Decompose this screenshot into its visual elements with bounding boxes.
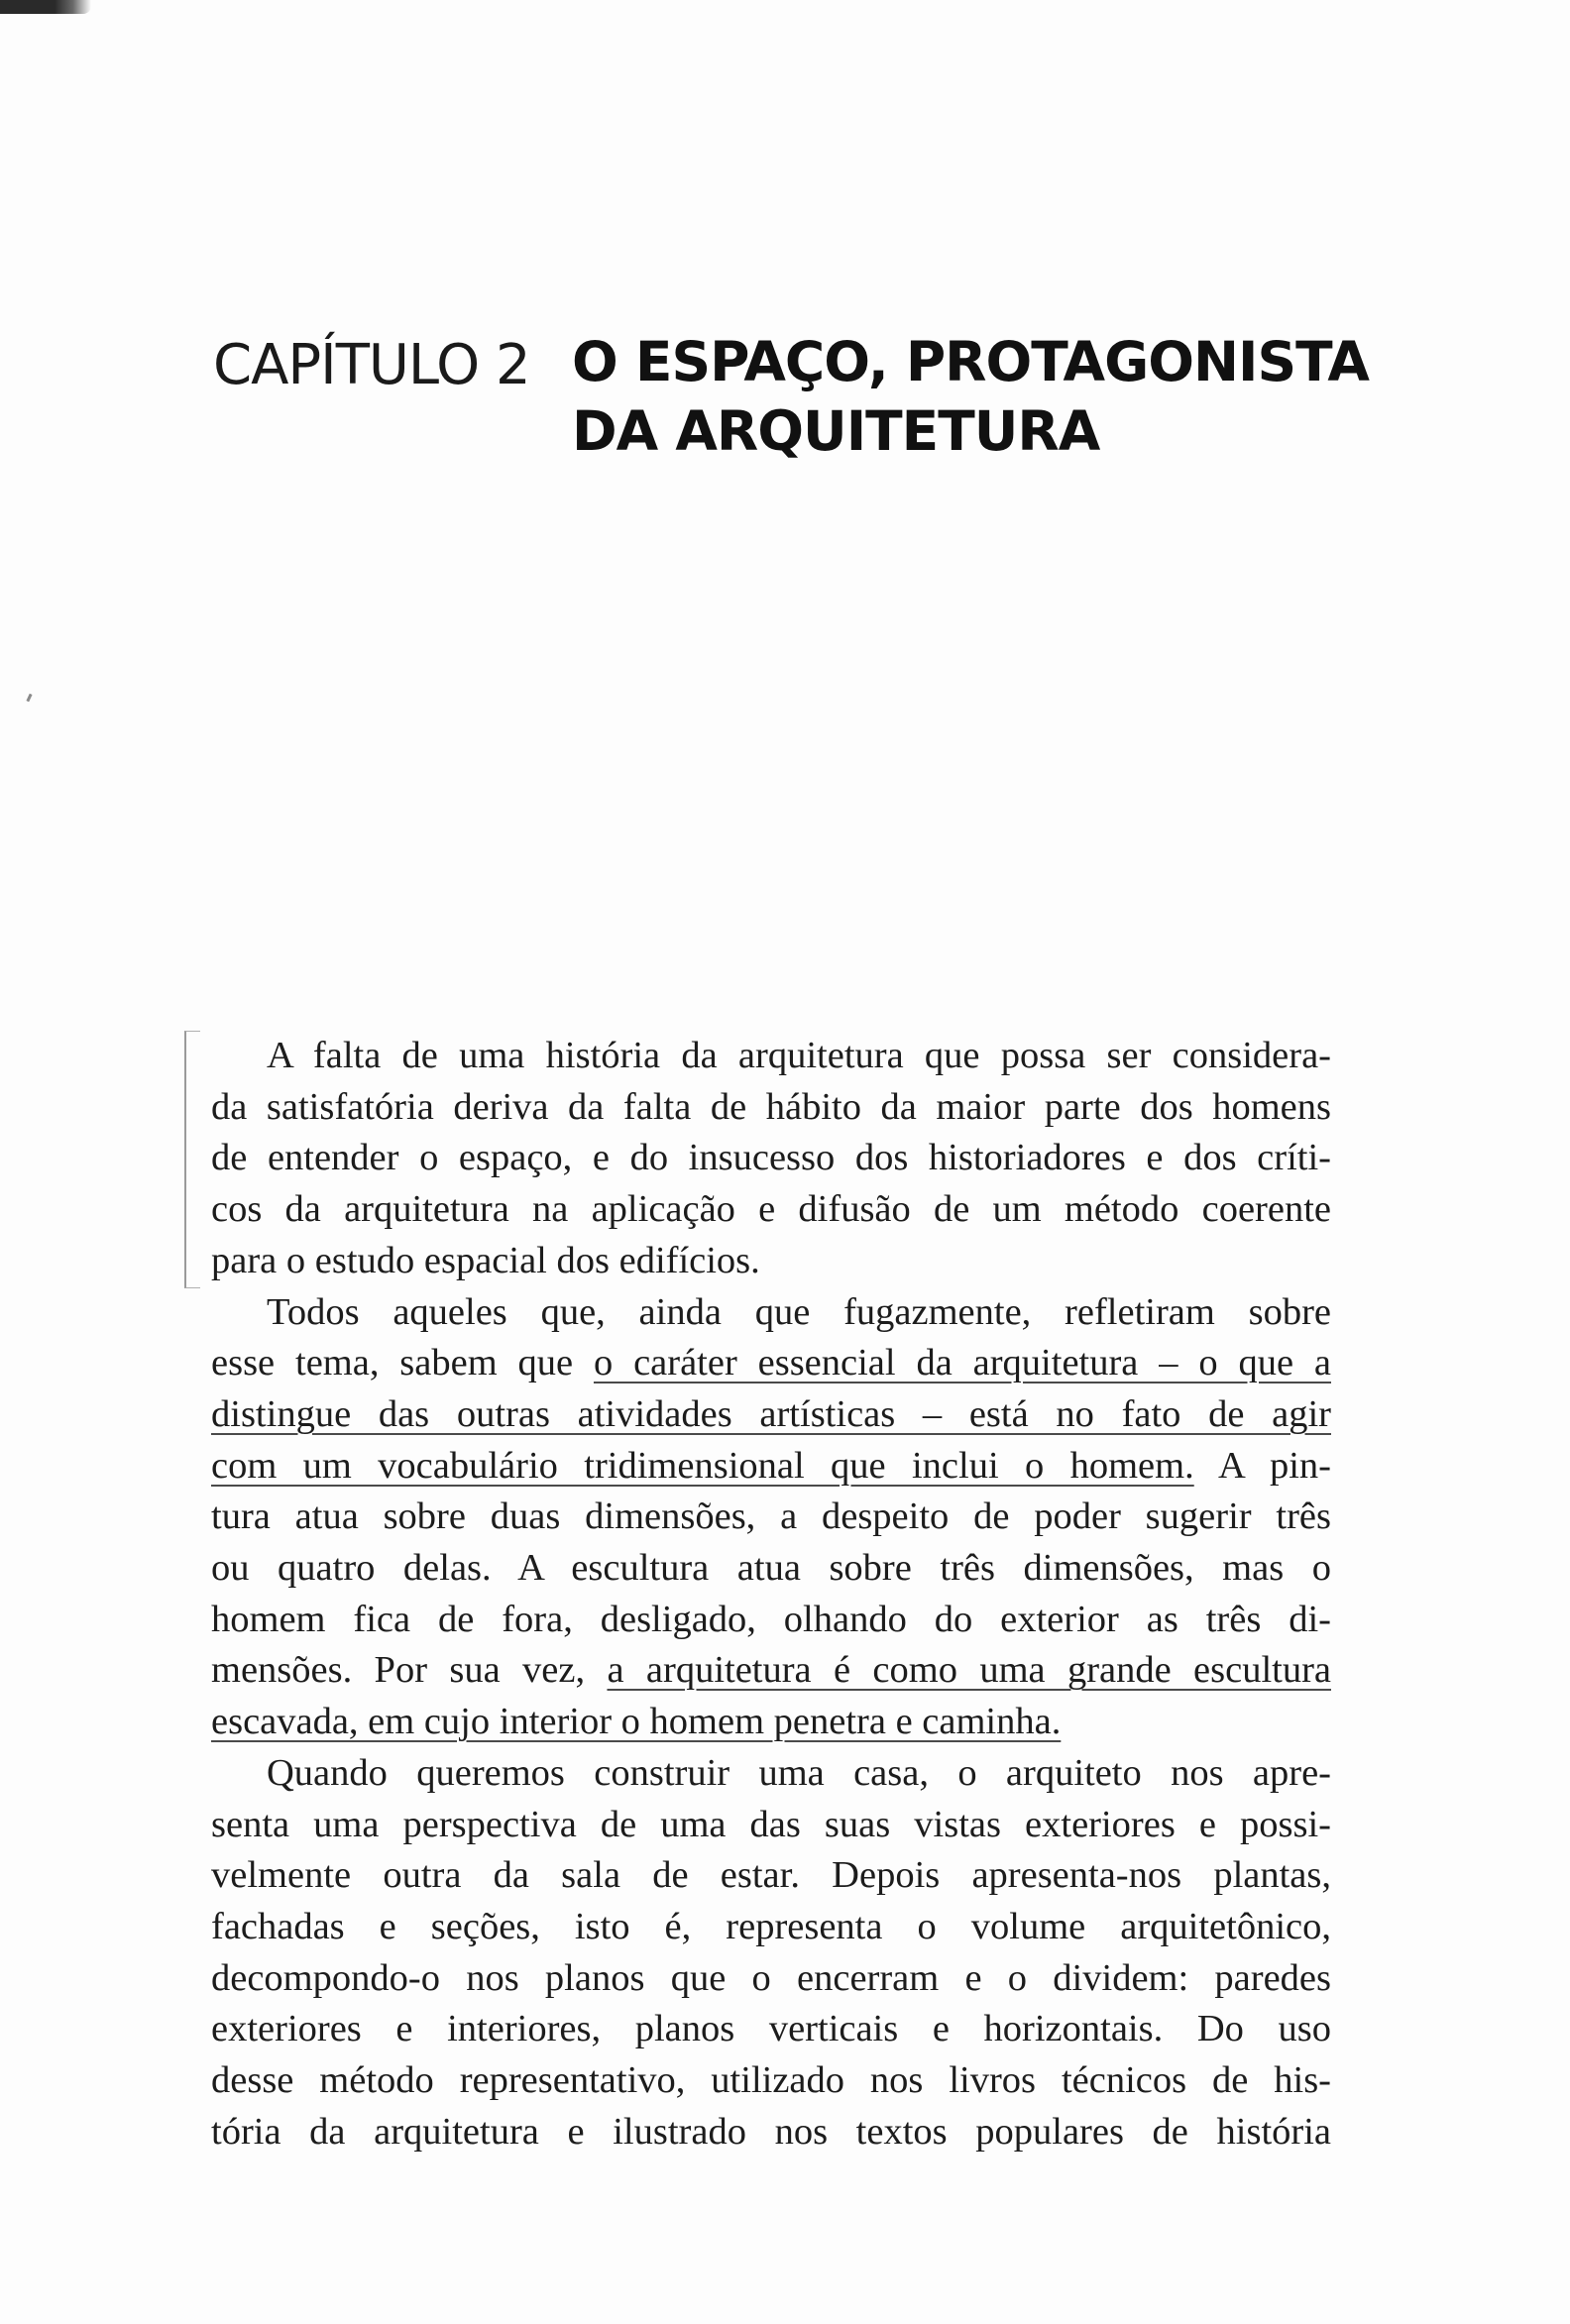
- margin-bracket-annotation: [184, 1031, 200, 1288]
- scan-corner-mark: [0, 0, 91, 14]
- underlined-passage: distingue das outras atividades artísticas – está no fato de agir: [211, 1392, 1331, 1435]
- text-line: cos da arquitetura na aplicação e difusão de um método coerente: [211, 1188, 1331, 1231]
- underlined-passage: escavada, em cujo interior o homem penetra e caminha.: [211, 1701, 1062, 1743]
- text-line: decompondo-o nos planos que o encerram e o dividem: paredes: [211, 1956, 1331, 1999]
- chapter-title: [572, 327, 1369, 466]
- text-line: velmente outra da sala de estar. Depois apresenta-nos plantas,: [211, 1854, 1331, 1897]
- text-line: [211, 1697, 1331, 1748]
- stray-pen-mark: [26, 694, 32, 703]
- text-line: [211, 1338, 1331, 1389]
- text-line: fachadas e seções, isto é, representa o volume arquitetônico,: [211, 1905, 1331, 1947]
- text-line: Quando queremos construir uma casa, o arquiteto nos apre-: [267, 1751, 1331, 1794]
- chapter-heading: [213, 327, 1369, 476]
- text-segment: esse tema, sabem que: [211, 1342, 594, 1384]
- paragraph-2: [211, 1287, 1331, 1748]
- text-line: [211, 1441, 1331, 1493]
- underlined-passage: o caráter essencial da arquitetura – o que a: [593, 1342, 1331, 1384]
- text-line: ou quatro delas. A escultura atua sobre três dimensões, mas o: [211, 1547, 1331, 1590]
- body-text: [211, 1031, 1331, 2158]
- chapter-title-line-1: O ESPAÇO, PROTAGONISTA: [572, 330, 1369, 393]
- text-line: para o estudo espacial dos edifícios.: [211, 1239, 760, 1281]
- text-line: de entender o espaço, e do insucesso dos historiadores e dos críti-: [211, 1137, 1331, 1179]
- text-line: desse método representativo, utilizado nos livros técnicos de his-: [211, 2059, 1331, 2102]
- text-line: [211, 1645, 1331, 1697]
- text-line: Todos aqueles que, ainda que fugazmente, refletiram sobre: [267, 1290, 1331, 1333]
- chapter-title-line-2: DA ARQUITETURA: [572, 399, 1100, 463]
- text-line: da satisfatória deriva da falta de hábito da maior parte dos homens: [211, 1085, 1331, 1128]
- chapter-label: CAPÍTULO 2: [213, 333, 530, 397]
- text-line: exteriores e interiores, planos verticais e horizontais. Do uso: [211, 2008, 1331, 2050]
- text-line: senta uma perspectiva de uma das suas vistas exteriores e possi-: [211, 1803, 1331, 1845]
- paragraph-1: [211, 1031, 1331, 1287]
- text-line: tura atua sobre duas dimensões, a despeito de poder sugerir três: [211, 1495, 1331, 1538]
- text-segment: mensões. Por sua vez,: [211, 1649, 608, 1692]
- underlined-passage: a arquitetura é como uma grande escultura: [607, 1649, 1331, 1692]
- paragraph-3: [211, 1748, 1331, 2158]
- underlined-passage: com um vocabulário tridimensional que inclui o homem.: [211, 1444, 1194, 1487]
- text-line: tória da arquitetura e ilustrado nos textos populares de história: [211, 2110, 1331, 2153]
- text-segment: A pin-: [1193, 1444, 1331, 1487]
- text-line: homem fica de fora, desligado, olhando do exterior as três di-: [211, 1598, 1331, 1640]
- text-line: A falta de uma história da arquitetura que possa ser considera-: [267, 1035, 1331, 1076]
- text-line: [211, 1389, 1331, 1441]
